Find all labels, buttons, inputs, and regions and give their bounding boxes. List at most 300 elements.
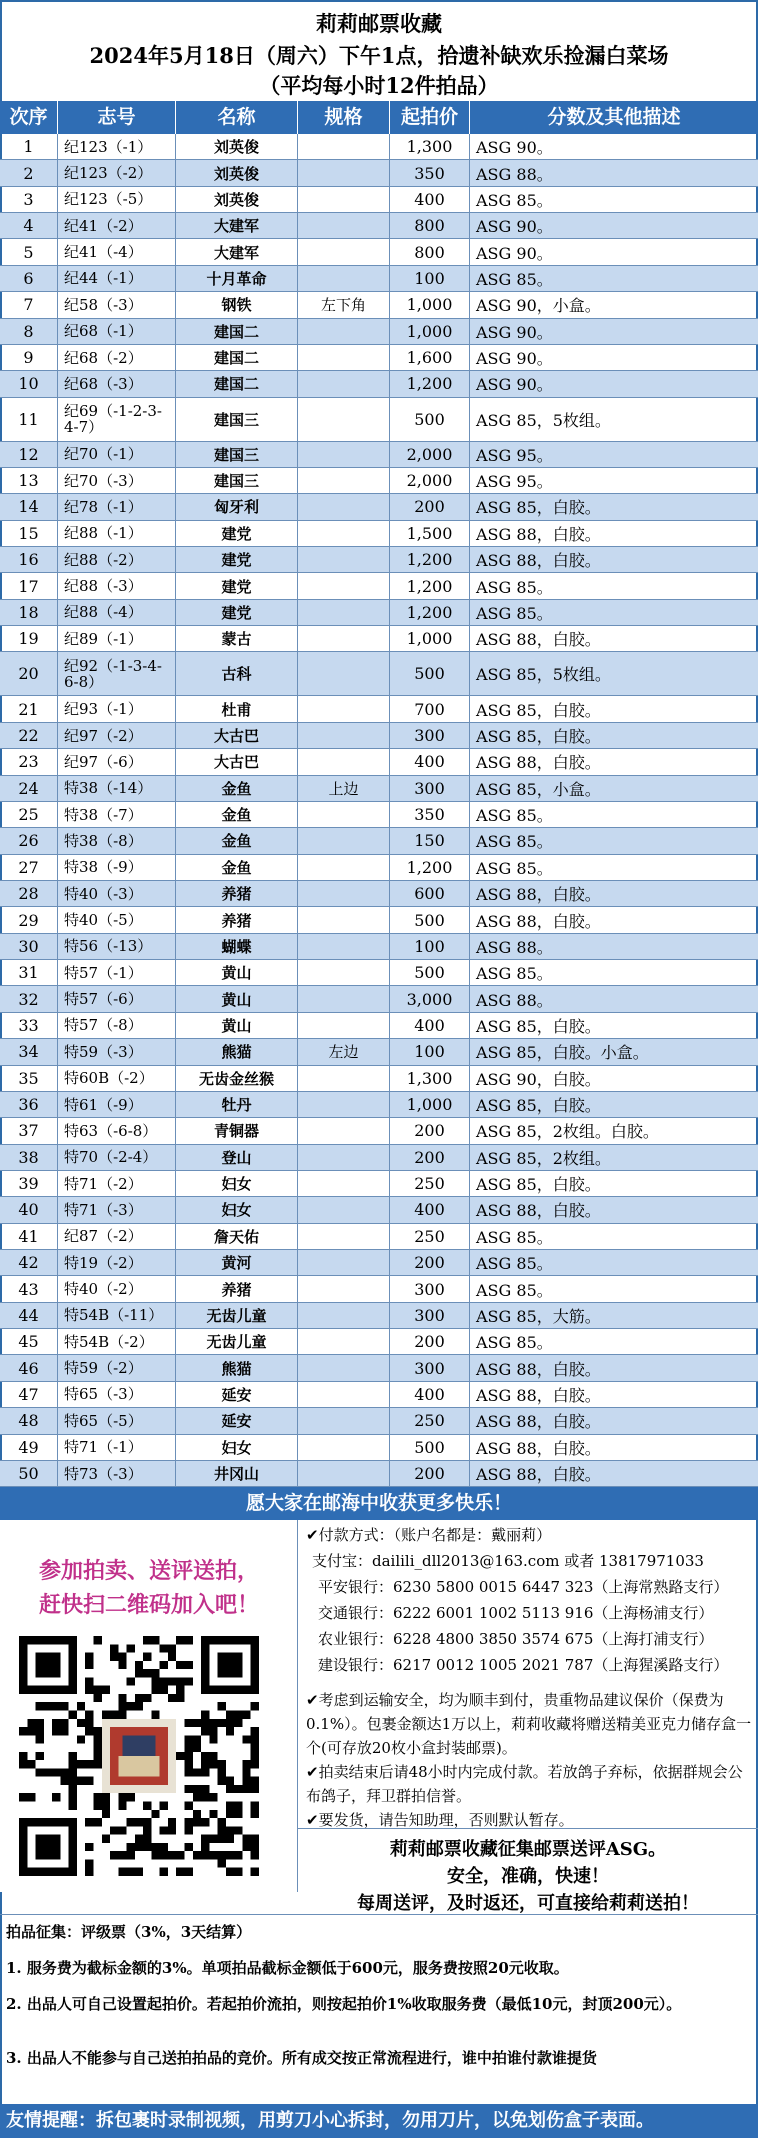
stamp-id: 特65（-5） xyxy=(58,1408,176,1433)
stamp-spec xyxy=(298,986,390,1011)
lot-number: 25 xyxy=(0,802,58,827)
page-title: 莉莉邮票收藏 xyxy=(316,11,442,36)
table-row xyxy=(0,1039,758,1065)
stamp-spec xyxy=(298,1066,390,1091)
start-price: 200 xyxy=(390,1461,470,1486)
grade-description: ASG 85。 xyxy=(476,832,553,852)
start-price: 600 xyxy=(390,881,470,906)
stamp-spec xyxy=(298,960,390,985)
stamp-id: 纪97（-6） xyxy=(58,749,176,774)
table-row xyxy=(0,1435,758,1461)
stamp-name: 牡丹 xyxy=(176,1092,298,1117)
start-price: 100 xyxy=(390,1039,470,1064)
stamp-id: 纪88（-1） xyxy=(58,521,176,546)
lot-number: 19 xyxy=(0,626,58,651)
stamp-id: 特70（-2-4） xyxy=(58,1145,176,1170)
lot-number: 24 xyxy=(0,776,58,801)
grade-description: ASG 90，白胶。 xyxy=(476,1069,601,1089)
table-row xyxy=(0,1329,758,1355)
column-header-desc: 分数及其他描述 xyxy=(547,106,681,128)
stamp-name: 古科 xyxy=(176,652,298,695)
grade-description: ASG 88，白胶。 xyxy=(476,524,601,544)
stamp-name: 詹天佑 xyxy=(176,1224,298,1249)
stamp-name: 大建军 xyxy=(176,239,298,264)
table-row xyxy=(0,134,758,160)
stamp-name: 黄山 xyxy=(176,986,298,1011)
table-row xyxy=(0,1171,758,1197)
stamp-spec xyxy=(298,1303,390,1328)
page-header xyxy=(0,0,758,100)
grade-description: ASG 90。 xyxy=(476,243,553,263)
table-row xyxy=(0,1066,758,1092)
grade-description: ASG 85，白胶。 xyxy=(476,498,601,518)
lot-number: 17 xyxy=(0,573,58,598)
start-price: 400 xyxy=(390,1013,470,1038)
stamp-id: 纪123（-1） xyxy=(58,134,176,159)
payment-title: ✔付款方式：（账户名都是：戴丽莉） xyxy=(306,1526,552,1544)
lot-number: 34 xyxy=(0,1039,58,1064)
start-price: 400 xyxy=(390,1382,470,1407)
delivery-note: ✔要发货，请告知助理，否则默认暂存。 xyxy=(306,1811,574,1829)
stamp-spec xyxy=(298,1408,390,1433)
start-price: 200 xyxy=(390,1250,470,1275)
grade-description: ASG 85。 xyxy=(476,269,553,289)
lot-number: 4 xyxy=(0,213,58,238)
lot-number: 37 xyxy=(0,1118,58,1143)
grading-line-2: 安全，准确，快速！ xyxy=(447,1866,609,1887)
stamp-name: 熊猫 xyxy=(176,1039,298,1064)
start-price: 700 xyxy=(390,696,470,721)
start-price: 1,500 xyxy=(390,521,470,546)
rules-section xyxy=(0,1914,758,2104)
column-header-no: 次序 xyxy=(0,101,58,134)
stamp-name: 建党 xyxy=(176,600,298,625)
auction-note: （平均每小时12件拍品） xyxy=(259,73,499,98)
start-price: 300 xyxy=(390,776,470,801)
stamp-name: 无齿儿童 xyxy=(176,1329,298,1354)
lot-number: 26 xyxy=(0,828,58,853)
stamp-spec xyxy=(298,1224,390,1249)
grade-description: ASG 85。 xyxy=(476,806,553,826)
grade-description: ASG 85。 xyxy=(476,858,553,878)
start-price: 200 xyxy=(390,1118,470,1143)
table-row xyxy=(0,266,758,292)
grade-description: ASG 88，白胶。 xyxy=(476,885,601,905)
rule-2: 2. 出品人可自己设置起拍价。若起拍价流拍，则按起拍价1%收取服务费（最低10元，封顶200元）。 xyxy=(6,1995,682,2013)
promo-panel xyxy=(0,1520,298,1892)
grade-description: ASG 85，5枚组。 xyxy=(476,665,611,685)
grade-description: ASG 85。 xyxy=(476,190,553,210)
start-price: 3,000 xyxy=(390,986,470,1011)
lot-number: 36 xyxy=(0,1092,58,1117)
stamp-spec xyxy=(298,626,390,651)
grade-description: ASG 88，白胶。 xyxy=(476,753,601,773)
stamp-name: 匈牙利 xyxy=(176,494,298,519)
stamp-spec xyxy=(298,187,390,212)
stamp-spec xyxy=(298,134,390,159)
stamp-name: 金鱼 xyxy=(176,776,298,801)
grade-description: ASG 85，2枚组。 xyxy=(476,1148,611,1168)
grade-description: ASG 85。 xyxy=(476,1254,553,1274)
stamp-id: 特57（-1） xyxy=(58,960,176,985)
table-row xyxy=(0,855,758,881)
lot-number: 8 xyxy=(0,319,58,344)
start-price: 1,000 xyxy=(390,319,470,344)
stamp-spec xyxy=(298,934,390,959)
stamp-name: 建国二 xyxy=(176,319,298,344)
start-price: 100 xyxy=(390,266,470,291)
stamp-name: 无齿儿童 xyxy=(176,1303,298,1328)
start-price: 350 xyxy=(390,802,470,827)
promo-line-1: 参加拍卖、送评送拍， xyxy=(38,1558,259,1584)
stamp-id: 特54B（-11） xyxy=(58,1303,176,1328)
start-price: 400 xyxy=(390,749,470,774)
lot-number: 11 xyxy=(0,398,58,441)
start-price: 400 xyxy=(390,187,470,212)
stamp-spec xyxy=(298,749,390,774)
grade-description: ASG 88，白胶。 xyxy=(476,630,601,650)
stamp-id: 特38（-7） xyxy=(58,802,176,827)
table-row xyxy=(0,1118,758,1144)
lot-number: 3 xyxy=(0,187,58,212)
table-row xyxy=(0,881,758,907)
lot-number: 46 xyxy=(0,1355,58,1380)
stamp-spec xyxy=(298,723,390,748)
lot-number: 38 xyxy=(0,1145,58,1170)
promo-line-2: 赶快扫二维码加入吧！ xyxy=(38,1592,259,1618)
stamp-spec xyxy=(298,1197,390,1222)
stamp-id: 特71（-2） xyxy=(58,1171,176,1196)
start-price: 250 xyxy=(390,1408,470,1433)
stamp-id: 纪70（-3） xyxy=(58,468,176,493)
start-price: 1,300 xyxy=(390,134,470,159)
stamp-id: 纪97（-2） xyxy=(58,723,176,748)
grade-description: ASG 85，白胶。 xyxy=(476,1016,601,1036)
lot-number: 16 xyxy=(0,547,58,572)
stamp-name: 建党 xyxy=(176,521,298,546)
stamp-id: 纪89（-1） xyxy=(58,626,176,651)
stamp-name: 无齿金丝猴 xyxy=(176,1066,298,1091)
start-price: 300 xyxy=(390,1276,470,1301)
stamp-name: 妇女 xyxy=(176,1435,298,1460)
stamp-name: 建国二 xyxy=(176,371,298,396)
grade-description: ASG 90，小盒。 xyxy=(476,296,601,316)
lot-number: 14 xyxy=(0,494,58,519)
column-header-price: 起拍价 xyxy=(390,101,470,134)
stamp-name: 大古巴 xyxy=(176,749,298,774)
stamp-id: 纪41（-4） xyxy=(58,239,176,264)
lot-number: 12 xyxy=(0,442,58,467)
stamp-name: 刘英俊 xyxy=(176,187,298,212)
stamp-name: 养猪 xyxy=(176,1276,298,1301)
table-row xyxy=(0,1408,758,1434)
stamp-id: 纪68（-2） xyxy=(58,345,176,370)
stamp-id: 特38（-8） xyxy=(58,828,176,853)
grade-description: ASG 88。 xyxy=(476,990,553,1010)
lot-number: 15 xyxy=(0,521,58,546)
stamp-spec xyxy=(298,468,390,493)
grade-description: ASG 88，白胶。 xyxy=(476,1385,601,1405)
stamp-spec xyxy=(298,652,390,695)
stamp-spec xyxy=(298,1329,390,1354)
start-price: 200 xyxy=(390,1329,470,1354)
table-row xyxy=(0,371,758,397)
start-price: 250 xyxy=(390,1171,470,1196)
stamp-id: 纪68（-1） xyxy=(58,319,176,344)
start-price: 500 xyxy=(390,1435,470,1460)
stamp-id: 特40（-5） xyxy=(58,907,176,932)
start-price: 500 xyxy=(390,398,470,441)
stamp-name: 妇女 xyxy=(176,1171,298,1196)
table-row xyxy=(0,1224,758,1250)
grade-description: ASG 85。 xyxy=(476,1280,553,1300)
stamp-id: 特63（-6-8） xyxy=(58,1118,176,1143)
stamp-id: 特59（-2） xyxy=(58,1355,176,1380)
table-row xyxy=(0,521,758,547)
table-row xyxy=(0,828,758,854)
stamp-id: 纪58（-3） xyxy=(58,292,176,317)
table-row xyxy=(0,749,758,775)
column-header-name: 名称 xyxy=(176,101,298,134)
stamp-id: 特57（-8） xyxy=(58,1013,176,1038)
bank-ccb: 建设银行：6217 0012 1005 2021 787（上海猩溪路支行） xyxy=(318,1656,729,1674)
auction-subtitle: 2024年5月18日（周六）下午1点，拾遗补缺欢乐捡漏白菜场 xyxy=(89,43,669,68)
lot-number: 1 xyxy=(0,134,58,159)
stamp-spec xyxy=(298,160,390,185)
table-row xyxy=(0,1092,758,1118)
start-price: 500 xyxy=(390,907,470,932)
lot-number: 40 xyxy=(0,1197,58,1222)
stamp-name: 大建军 xyxy=(176,213,298,238)
table-row xyxy=(0,547,758,573)
start-price: 1,000 xyxy=(390,292,470,317)
stamp-spec xyxy=(298,371,390,396)
start-price: 200 xyxy=(390,1145,470,1170)
start-price: 2,000 xyxy=(390,442,470,467)
lot-number: 28 xyxy=(0,881,58,906)
stamp-name: 黄河 xyxy=(176,1250,298,1275)
table-row xyxy=(0,1355,758,1381)
lot-number: 6 xyxy=(0,266,58,291)
grade-description: ASG 95。 xyxy=(476,445,553,465)
lot-number: 21 xyxy=(0,696,58,721)
stamp-spec xyxy=(298,521,390,546)
stamp-name: 青铜器 xyxy=(176,1118,298,1143)
stamp-id: 特38（-14） xyxy=(58,776,176,801)
start-price: 1,200 xyxy=(390,547,470,572)
grade-description: ASG 85，白胶。 xyxy=(476,700,601,720)
stamp-id: 纪93（-1） xyxy=(58,696,176,721)
lot-number: 31 xyxy=(0,960,58,985)
stamp-spec xyxy=(298,1382,390,1407)
stamp-name: 金鱼 xyxy=(176,802,298,827)
start-price: 800 xyxy=(390,213,470,238)
lot-number: 43 xyxy=(0,1276,58,1301)
grade-description: ASG 85。 xyxy=(476,964,553,984)
stamp-id: 纪88（-4） xyxy=(58,600,176,625)
stamp-id: 特56（-13） xyxy=(58,934,176,959)
stamp-id: 特65（-3） xyxy=(58,1382,176,1407)
qr-code-icon[interactable] xyxy=(19,1636,259,1876)
stamp-id: 特19（-2） xyxy=(58,1250,176,1275)
start-price: 150 xyxy=(390,828,470,853)
stamp-id: 纪78（-1） xyxy=(58,494,176,519)
start-price: 1,200 xyxy=(390,855,470,880)
table-row xyxy=(0,907,758,933)
stamp-name: 杜甫 xyxy=(176,696,298,721)
stamp-spec xyxy=(298,213,390,238)
table-row xyxy=(0,494,758,520)
grade-description: ASG 88，白胶。 xyxy=(476,551,601,571)
grading-line-3: 每周送评，及时返还，可直接给莉莉送拍！ xyxy=(357,1893,699,1914)
grade-description: ASG 85，5枚组。 xyxy=(476,410,611,430)
lot-number: 42 xyxy=(0,1250,58,1275)
lot-number: 30 xyxy=(0,934,58,959)
start-price: 300 xyxy=(390,1303,470,1328)
table-header xyxy=(0,101,758,134)
table-row xyxy=(0,573,758,599)
start-price: 250 xyxy=(390,1224,470,1249)
grade-description: ASG 88，白胶。 xyxy=(476,1359,601,1379)
start-price: 1,000 xyxy=(390,1092,470,1117)
start-price: 1,600 xyxy=(390,345,470,370)
lot-number: 39 xyxy=(0,1171,58,1196)
stamp-id: 纪123（-5） xyxy=(58,187,176,212)
table-row xyxy=(0,160,758,186)
stamp-name: 延安 xyxy=(176,1382,298,1407)
table-row xyxy=(0,187,758,213)
lot-number: 44 xyxy=(0,1303,58,1328)
lot-number: 10 xyxy=(0,371,58,396)
start-price: 300 xyxy=(390,723,470,748)
grade-description: ASG 88。 xyxy=(476,164,553,184)
stamp-name: 蝴蝶 xyxy=(176,934,298,959)
stamp-name: 延安 xyxy=(176,1408,298,1433)
table-row xyxy=(0,1276,758,1302)
lot-number: 23 xyxy=(0,749,58,774)
start-price: 350 xyxy=(390,160,470,185)
table-row xyxy=(0,986,758,1012)
stamp-name: 建党 xyxy=(176,547,298,572)
stamp-id: 特60B（-2） xyxy=(58,1066,176,1091)
grade-description: ASG 90。 xyxy=(476,217,553,237)
lot-number: 48 xyxy=(0,1408,58,1433)
stamp-name: 建国三 xyxy=(176,398,298,441)
stamp-id: 特73（-3） xyxy=(58,1461,176,1486)
grade-description: ASG 90。 xyxy=(476,138,553,158)
stamp-spec xyxy=(298,881,390,906)
stamp-id: 特61（-9） xyxy=(58,1092,176,1117)
lot-number: 27 xyxy=(0,855,58,880)
stamp-spec xyxy=(298,1355,390,1380)
stamp-name: 登山 xyxy=(176,1145,298,1170)
lot-number: 32 xyxy=(0,986,58,1011)
stamp-spec xyxy=(298,696,390,721)
grade-description: ASG 85，大筋。 xyxy=(476,1306,601,1326)
lot-number: 41 xyxy=(0,1224,58,1249)
lot-number: 20 xyxy=(0,652,58,695)
bank-agri: 农业银行：6228 4800 3850 3574 675（上海打浦支行） xyxy=(318,1630,714,1648)
stamp-name: 金鱼 xyxy=(176,828,298,853)
stamp-name: 蒙古 xyxy=(176,626,298,651)
grade-description: ASG 85，白胶。 xyxy=(476,1175,601,1195)
stamp-name: 建国二 xyxy=(176,345,298,370)
grade-description: ASG 88，白胶。 xyxy=(476,1201,601,1221)
stamp-id: 纪69（-1-2-3-4-7） xyxy=(58,398,176,441)
start-price: 200 xyxy=(390,494,470,519)
stamp-spec xyxy=(298,266,390,291)
table-row xyxy=(0,213,758,239)
grade-description: ASG 88。 xyxy=(476,937,553,957)
stamp-id: 纪88（-3） xyxy=(58,573,176,598)
stamp-spec xyxy=(298,802,390,827)
lot-table xyxy=(0,134,758,1487)
stamp-spec xyxy=(298,1171,390,1196)
table-row xyxy=(0,652,758,696)
stamp-id: 纪70（-1） xyxy=(58,442,176,467)
table-row xyxy=(0,1461,758,1487)
grade-description: ASG 90。 xyxy=(476,375,553,395)
stamp-id: 纪87（-2） xyxy=(58,1224,176,1249)
lot-number: 50 xyxy=(0,1461,58,1486)
start-price: 800 xyxy=(390,239,470,264)
lot-number: 9 xyxy=(0,345,58,370)
table-row xyxy=(0,1013,758,1039)
stamp-id: 纪88（-2） xyxy=(58,547,176,572)
stamp-name: 刘英俊 xyxy=(176,134,298,159)
table-row xyxy=(0,1145,758,1171)
column-header-id: 志号 xyxy=(58,101,176,134)
table-row xyxy=(0,776,758,802)
lot-number: 35 xyxy=(0,1066,58,1091)
stamp-name: 金鱼 xyxy=(176,855,298,880)
stamp-id: 纪123（-2） xyxy=(58,160,176,185)
stamp-spec xyxy=(298,1250,390,1275)
lot-number: 47 xyxy=(0,1382,58,1407)
column-header-spec: 规格 xyxy=(298,101,390,134)
table-row xyxy=(0,600,758,626)
start-price: 1,200 xyxy=(390,573,470,598)
stamp-name: 黄山 xyxy=(176,1013,298,1038)
table-row xyxy=(0,934,758,960)
stamp-name: 刘英俊 xyxy=(176,160,298,185)
grade-description: ASG 85。 xyxy=(476,1333,553,1353)
stamp-spec xyxy=(298,828,390,853)
table-row xyxy=(0,1250,758,1276)
grade-description: ASG 85，2枚组。白胶。 xyxy=(476,1122,659,1142)
stamp-name: 妇女 xyxy=(176,1197,298,1222)
start-price: 2,000 xyxy=(390,468,470,493)
stamp-spec xyxy=(298,319,390,344)
stamp-spec xyxy=(298,1276,390,1301)
stamp-spec xyxy=(298,1145,390,1170)
start-price: 1,200 xyxy=(390,600,470,625)
bank-comm: 交通银行：6222 6001 1002 5113 916（上海杨浦支行） xyxy=(318,1604,714,1622)
stamp-name: 建国三 xyxy=(176,468,298,493)
grade-description: ASG 88，白胶。 xyxy=(476,1465,601,1485)
stamp-spec xyxy=(298,494,390,519)
lot-number: 5 xyxy=(0,239,58,264)
grade-description: ASG 88，白胶。 xyxy=(476,911,601,931)
grade-description: ASG 88，白胶。 xyxy=(476,1412,601,1432)
lot-number: 7 xyxy=(0,292,58,317)
stamp-spec xyxy=(298,573,390,598)
lot-number: 49 xyxy=(0,1435,58,1460)
table-row xyxy=(0,960,758,986)
lot-number: 33 xyxy=(0,1013,58,1038)
start-price: 1,000 xyxy=(390,626,470,651)
lot-number: 22 xyxy=(0,723,58,748)
